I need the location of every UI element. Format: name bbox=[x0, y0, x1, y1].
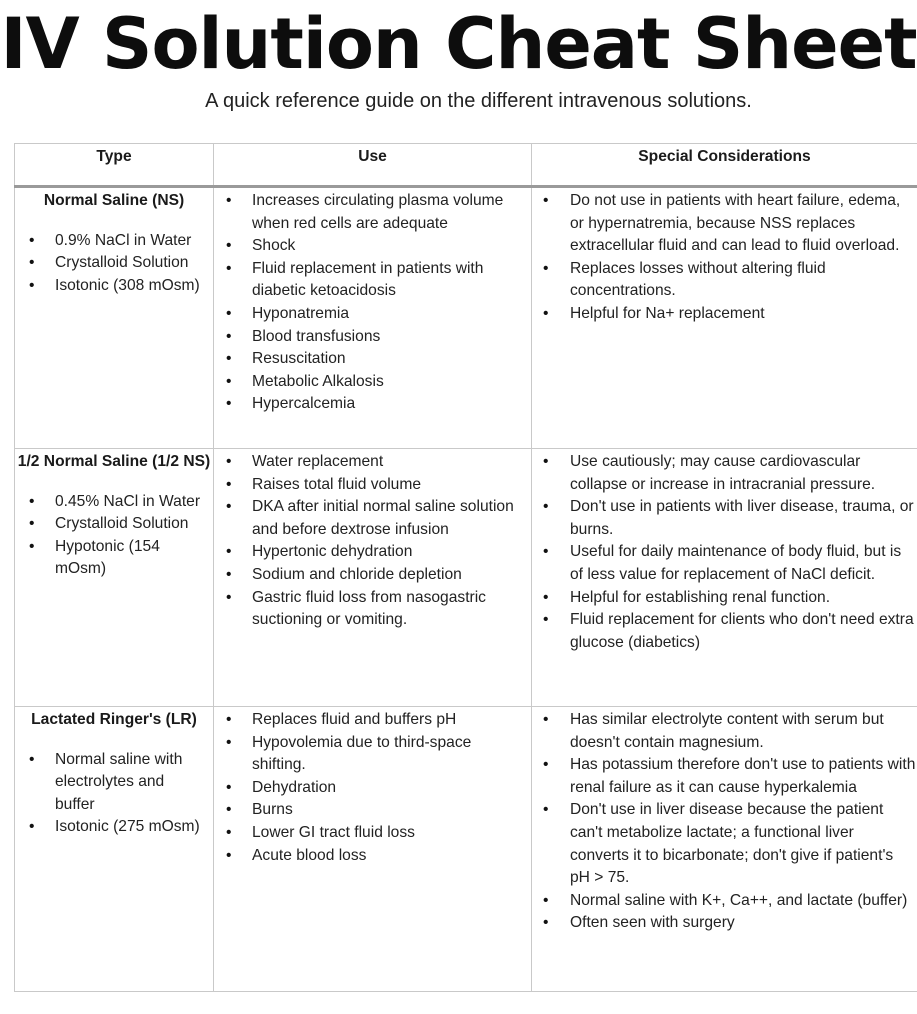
use-cell bbox=[214, 707, 532, 992]
list-item: • Acute blood loss bbox=[214, 845, 531, 868]
table-row-half-normal-saline bbox=[15, 449, 917, 707]
list-item: • Fluid replacement in patients with diabetic ketoacidosis bbox=[214, 258, 531, 303]
page-title: IV Solution Cheat Sheet bbox=[0, 3, 917, 85]
list-item: • Dehydration bbox=[214, 777, 531, 800]
list-item: • Water replacement bbox=[214, 451, 531, 474]
considerations-list bbox=[532, 709, 917, 935]
list-item: • Hyponatremia bbox=[214, 303, 531, 326]
list-item: • Gastric fluid loss from nasogastric suctioning or vomiting. bbox=[214, 587, 531, 632]
considerations-cell bbox=[532, 707, 917, 992]
list-item: • Normal saline with electrolytes and buffer bbox=[15, 749, 213, 817]
iv-solutions-table bbox=[14, 143, 917, 992]
column-header-type: Type bbox=[15, 144, 214, 187]
table-header-row bbox=[15, 144, 917, 187]
considerations-cell bbox=[532, 187, 917, 449]
list-item: • Sodium and chloride depletion bbox=[214, 564, 531, 587]
list-item: • Fluid replacement for clients who don't need extra glucose (diabetics) bbox=[532, 609, 917, 654]
use-list bbox=[214, 190, 531, 416]
type-name: Lactated Ringer's (LR) bbox=[31, 711, 197, 728]
list-item: • Helpful for establishing renal function. bbox=[532, 587, 917, 610]
list-item: • Often seen with surgery bbox=[532, 912, 917, 935]
list-item: • Has potassium therefore don't use to patients with renal failure as it can cause hyperkalemia bbox=[532, 754, 917, 799]
list-item: • Hypotonic (154 mOsm) bbox=[15, 536, 213, 581]
list-item: • Replaces fluid and buffers pH bbox=[214, 709, 531, 732]
type-name: 1/2 Normal Saline (1/2 NS) bbox=[17, 453, 211, 470]
type-properties-list bbox=[15, 491, 213, 581]
use-cell bbox=[214, 187, 532, 449]
list-item: • Crystalloid Solution bbox=[15, 252, 213, 275]
considerations-list bbox=[532, 451, 917, 654]
column-header-special-considerations: Special Considerations bbox=[532, 144, 917, 187]
table-row-lactated-ringers bbox=[15, 707, 917, 992]
list-item: • Blood transfusions bbox=[214, 326, 531, 349]
type-properties-list bbox=[15, 230, 213, 298]
table-row-normal-saline bbox=[15, 187, 917, 449]
type-properties-list bbox=[15, 749, 213, 839]
list-item: • Isotonic (275 mOsm) bbox=[15, 816, 213, 839]
list-item: • Resuscitation bbox=[214, 348, 531, 371]
list-item: • Metabolic Alkalosis bbox=[214, 371, 531, 394]
list-item: • Do not use in patients with heart failure, edema, or hypernatremia, because NSS replaces extracellular fluid and can lead to fluid overload. bbox=[532, 190, 917, 258]
list-item: • Hypercalcemia bbox=[214, 393, 531, 416]
use-list bbox=[214, 451, 531, 632]
column-header-use: Use bbox=[214, 144, 532, 187]
list-item: • Replaces losses without altering fluid concentrations. bbox=[532, 258, 917, 303]
list-item: • Shock bbox=[214, 235, 531, 258]
list-item: • Has similar electrolyte content with serum but doesn't contain magnesium. bbox=[532, 709, 917, 754]
list-item: • Raises total fluid volume bbox=[214, 474, 531, 497]
list-item: • Hypertonic dehydration bbox=[214, 541, 531, 564]
type-cell bbox=[15, 449, 214, 707]
list-item: • Increases circulating plasma volume when red cells are adequate bbox=[214, 190, 531, 235]
list-item: • Helpful for Na+ replacement bbox=[532, 303, 917, 326]
use-list bbox=[214, 709, 531, 867]
considerations-list bbox=[532, 190, 917, 326]
list-item: • 0.45% NaCl in Water bbox=[15, 491, 213, 514]
considerations-cell bbox=[532, 449, 917, 707]
type-cell bbox=[15, 707, 214, 992]
type-cell bbox=[15, 187, 214, 449]
list-item: • DKA after initial normal saline solution and before dextrose infusion bbox=[214, 496, 531, 541]
list-item: • Normal saline with K+, Ca++, and lactate (buffer) bbox=[532, 890, 917, 913]
type-name: Normal Saline (NS) bbox=[43, 192, 185, 209]
list-item: • Burns bbox=[214, 799, 531, 822]
list-item: • Crystalloid Solution bbox=[15, 513, 213, 536]
list-item: • Isotonic (308 mOsm) bbox=[15, 275, 213, 298]
list-item: • 0.9% NaCl in Water bbox=[15, 230, 213, 253]
list-item: • Lower GI tract fluid loss bbox=[214, 822, 531, 845]
list-item: • Useful for daily maintenance of body fluid, but is of less value for replacement of NaCl deficit. bbox=[532, 541, 917, 586]
page-subtitle: A quick reference guide on the different intravenous solutions. bbox=[205, 90, 752, 112]
list-item: • Use cautiously; may cause cardiovascular collapse or increase in intracranial pressure. bbox=[532, 451, 917, 496]
use-cell bbox=[214, 449, 532, 707]
list-item: • Don't use in liver disease because the patient can't metabolize lactate; a functional liver converts it to bicarbonate; don't give if patient's pH > 75. bbox=[532, 799, 917, 889]
list-item: • Hypovolemia due to third-space shifting. bbox=[214, 732, 531, 777]
list-item: • Don't use in patients with liver disease, trauma, or burns. bbox=[532, 496, 917, 541]
